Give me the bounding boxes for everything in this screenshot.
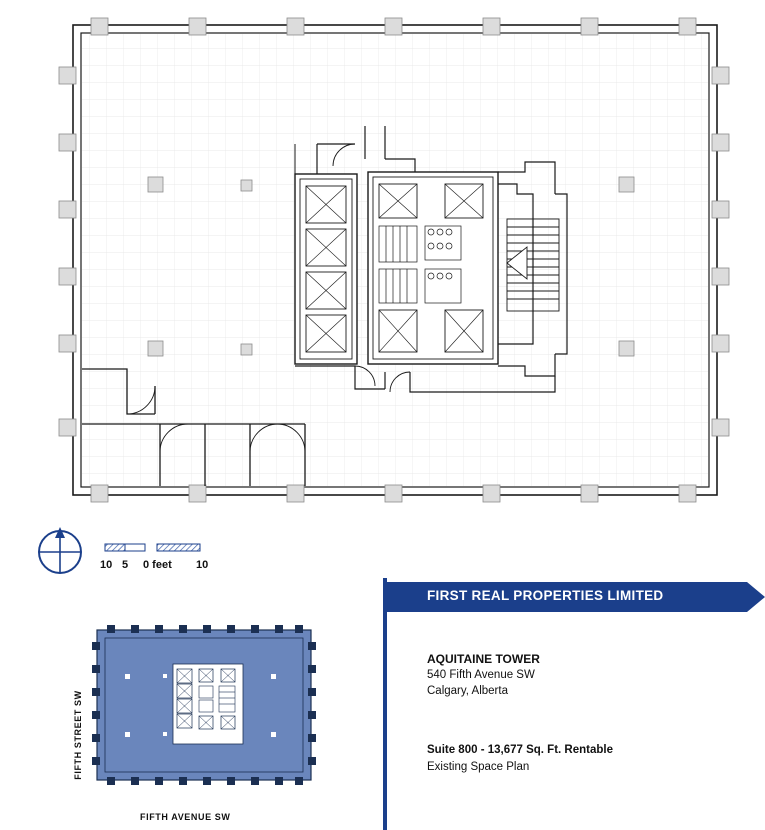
suite-area: Suite 800 - 13,677 Sq. Ft. Rentable [427, 744, 613, 756]
scale-tick-10-right: 10 [196, 559, 209, 571]
scale-bar [105, 544, 200, 551]
keyplan-street-left-label: FIFTH STREET SW [73, 690, 83, 780]
scale-tick-10-left: 10 [100, 559, 113, 571]
title-block [383, 578, 765, 830]
title-block-rule [383, 578, 387, 830]
compass-and-scale [30, 525, 250, 585]
company-name: FIRST REAL PROPERTIES LIMITED [427, 588, 664, 603]
scale-tick-0feet: 0 feet [143, 559, 172, 571]
key-plan-svg [85, 620, 325, 805]
north-arrow-icon [30, 525, 250, 585]
plan-type: Existing Space Plan [427, 761, 530, 773]
building-name: AQUITAINE TOWER [427, 652, 540, 666]
scale-tick-5: 5 [122, 559, 129, 571]
floor-plan-svg [55, 14, 735, 509]
building-city: Calgary, Alberta [427, 685, 508, 697]
building-address: 540 Fifth Avenue SW [427, 669, 535, 681]
keyplan-street-bottom-label: FIFTH AVENUE SW [140, 812, 231, 822]
key-plan [45, 620, 365, 830]
floor-plan-drawing [55, 14, 735, 509]
